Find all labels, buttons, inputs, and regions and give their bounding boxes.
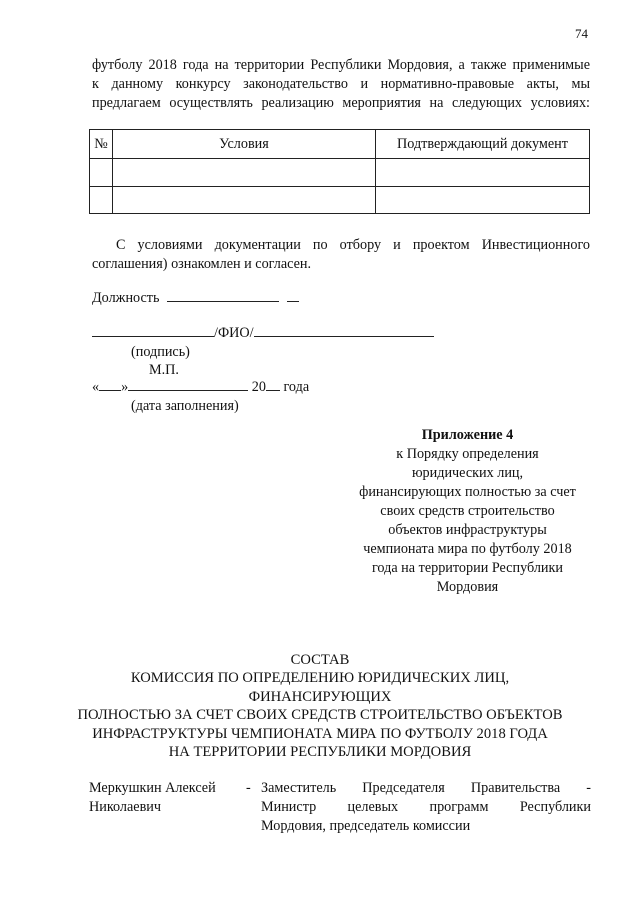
appendix-line: Мордовия bbox=[436, 579, 499, 595]
header-conditions: Условия bbox=[113, 130, 376, 159]
date-caption: (дата заполнения) bbox=[131, 398, 239, 414]
signature-caption: (подпись) bbox=[131, 344, 190, 360]
signature-underline bbox=[92, 324, 214, 337]
table-header-row bbox=[90, 130, 590, 159]
heading-line: НА ТЕРРИТОРИИ РЕСПУБЛИКИ МОРДОВИЯ bbox=[168, 744, 472, 761]
appendix-block bbox=[344, 426, 591, 597]
member-name bbox=[89, 779, 249, 817]
table-row bbox=[90, 187, 590, 214]
appendix-line: к Порядку определения bbox=[396, 446, 539, 462]
table-row bbox=[90, 159, 590, 187]
table-cell bbox=[113, 187, 376, 214]
member-role-line: Мордовия, председатель комиссии bbox=[261, 818, 471, 834]
intro-line: к данному конкурсу законодательство и нормативно-правовые акты, мы bbox=[92, 76, 590, 92]
fio-underline bbox=[254, 324, 434, 337]
intro-line: предлагаем осуществлять реализацию мероприятия на следующих условиях: bbox=[92, 95, 590, 111]
acknowledgement-line: С условиями документации по отбору и проектом Инвестиционного bbox=[116, 237, 590, 253]
member-dash: - bbox=[246, 780, 251, 796]
table-cell bbox=[376, 159, 590, 187]
heading-line: ПОЛНОСТЬЮ ЗА СЧЕТ СВОИХ СРЕДСТВ СТРОИТЕЛЬСТВО ОБЪЕКТОВ bbox=[77, 707, 563, 724]
appendix-title: Приложение 4 bbox=[421, 427, 514, 443]
year-suffix: года bbox=[283, 379, 310, 395]
conditions-table bbox=[89, 129, 590, 214]
position-underline bbox=[167, 289, 279, 302]
member-role-line: Заместитель Председателя Правительства - bbox=[261, 780, 591, 796]
table-cell bbox=[90, 159, 113, 187]
member-role bbox=[261, 779, 591, 836]
member-name-line: Николаевич bbox=[89, 799, 162, 815]
appendix-line: финансирующих полностью за счет bbox=[359, 484, 576, 500]
member-name-line: Меркушкин Алексей bbox=[89, 780, 216, 796]
appendix-line: юридических лиц, bbox=[411, 465, 524, 481]
heading-line: КОМИССИЯ ПО ОПРЕДЕЛЕНИЮ ЮРИДИЧЕСКИХ ЛИЦ, bbox=[130, 670, 510, 687]
position-underline bbox=[287, 289, 299, 302]
table-cell bbox=[90, 187, 113, 214]
fio-label: /ФИО/ bbox=[214, 325, 254, 341]
appendix-line: года на территории Республики bbox=[371, 560, 564, 576]
appendix-line: объектов инфраструктуры bbox=[388, 522, 547, 538]
table-cell bbox=[376, 187, 590, 214]
day-underline bbox=[99, 378, 121, 391]
commission-heading bbox=[60, 651, 580, 761]
table-cell bbox=[113, 159, 376, 187]
month-underline bbox=[128, 378, 248, 391]
heading-line: ФИНАНСИРУЮЩИХ bbox=[248, 688, 392, 705]
heading-line: СОСТАВ bbox=[290, 652, 350, 668]
date-close-quote: » bbox=[121, 379, 129, 395]
heading-line: ИНФРАСТРУКТУРЫ ЧЕМПИОНАТА МИРА ПО ФУТБОЛУ 2018 ГОДА bbox=[92, 725, 548, 742]
header-number: № bbox=[90, 130, 113, 159]
date-open-quote: « bbox=[92, 379, 100, 395]
date-line bbox=[92, 378, 309, 397]
page-number: 74 bbox=[575, 26, 588, 41]
appendix-line: чемпионата мира по футболу 2018 bbox=[363, 541, 572, 557]
signature-line bbox=[92, 324, 434, 343]
position-label: Должность bbox=[92, 290, 160, 306]
header-document: Подтверждающий документ bbox=[376, 130, 590, 159]
intro-line: футболу 2018 года на территории Республики Мордовия, а также применимые bbox=[92, 57, 590, 73]
member-role-line: Министр целевых программ Республики bbox=[261, 799, 591, 815]
year-underline bbox=[266, 378, 280, 391]
position-field bbox=[92, 289, 299, 308]
year-prefix: 20 bbox=[251, 379, 266, 395]
acknowledgement-line: соглашения) ознакомлен и согласен. bbox=[92, 256, 312, 272]
intro-paragraph bbox=[92, 56, 590, 113]
appendix-line: своих средств строительство bbox=[380, 503, 555, 519]
stamp-label: М.П. bbox=[149, 362, 179, 378]
